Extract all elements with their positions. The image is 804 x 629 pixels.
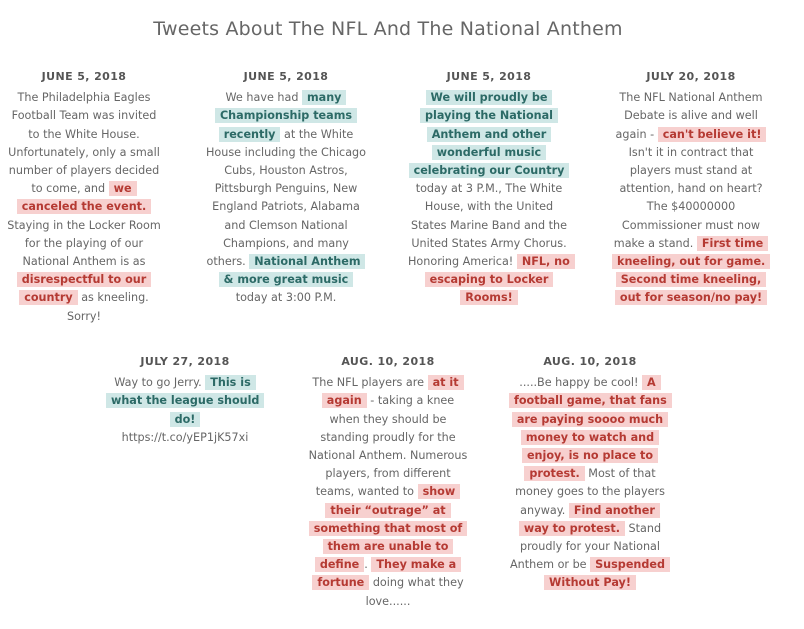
- tweet-text-segment: We have had: [225, 91, 302, 105]
- tweet-text-segment: Isn't it in contract that players must stand at attention, hand on heart? The $40000000 Commissioner must now make a stand.: [613, 145, 763, 250]
- highlight-red: Suspended Without Pay!: [544, 557, 670, 590]
- tweet-card: [206, 68, 366, 308]
- tweet-text: [612, 89, 770, 307]
- tweet-card: [612, 68, 770, 308]
- highlight-green: We will proudly be playing the National Anthem and other wonderful music celebrating our Country: [409, 90, 570, 178]
- highlight-red: can't believe it!: [658, 127, 767, 142]
- tweet-text-segment: The NFL National Anthem Debate is alive and well again -: [615, 91, 763, 141]
- tweet-card: [106, 353, 264, 447]
- tweet-text-segment: today at 3 P.M., The White House, with the United States Marine Band and the United States Army Chorus. Honoring America!: [408, 182, 567, 269]
- tweet-date: AUG. 10, 2018: [543, 355, 637, 368]
- highlight-green: National Anthem & more great music: [219, 254, 366, 287]
- highlight-red: at it again: [322, 375, 464, 408]
- tweet-text-segment: Stand proudly for your National Anthem or be: [510, 521, 662, 572]
- tweet-text-segment: - taking a knee when they should be standing proudly for the National Anthem. Numerous players, from different teams, wanted to: [308, 394, 468, 499]
- tweet-date: JULY 27, 2018: [140, 355, 230, 368]
- highlight-red: First time kneeling, out for game. Second time kneeling, out for season/no pay!: [612, 236, 770, 306]
- tweet-date: JUNE 5, 2018: [446, 70, 532, 83]
- tweet-text-segment: The NFL players are: [312, 376, 428, 390]
- page-title: Tweets About The NFL And The National Anthem: [153, 18, 623, 40]
- tweet-card: [408, 68, 570, 308]
- tweet-text-segment: The Philadelphia Eagles Football Team was invited to the White House. Unfortunately, only a small number of players decided to come, and: [8, 91, 160, 196]
- tweet-text-segment: at the White House including the Chicago Cubs, Houston Astros, Pittsburgh Penguins, New England Patriots, Alabama and Clemson National Champions, and many others.: [206, 127, 367, 269]
- highlight-red: disrespectful to our country: [17, 272, 152, 305]
- tweet-text-segment: Most of that money goes to the players anyway.: [515, 467, 665, 517]
- tweet-text-segment: Way to go Jerry.: [114, 376, 206, 390]
- tweet-text-segment: as kneeling. Sorry!: [66, 291, 149, 323]
- tweet-card: [307, 353, 469, 611]
- tweet-text-segment: Staying in the Locker Room for the playing of our National Anthem is as: [7, 218, 161, 269]
- highlight-red: NFL, no escaping to Locker Rooms!: [425, 254, 575, 305]
- tweet-text-segment: .: [364, 558, 372, 572]
- tweet-text-segment: doing what they love......: [365, 576, 464, 608]
- highlight-red: A football game, that fans are paying soooo much money to watch and enjoy, is no place to protest.: [509, 375, 672, 481]
- tweet-card: [6, 68, 162, 326]
- tweet-text-segment: .....Be happy be cool!: [519, 376, 643, 390]
- highlight-green: This is what the league should do!: [106, 375, 264, 426]
- highlight-green: many Championship teams recently: [215, 90, 357, 141]
- highlight-red: Find another way to protest.: [519, 503, 660, 536]
- tweet-date: JUNE 5, 2018: [41, 70, 127, 83]
- highlight-red: show their “outrage” at something that most of them are unable to define: [309, 484, 468, 572]
- highlight-red: They make a fortune: [312, 557, 461, 590]
- tweet-date: JUNE 5, 2018: [243, 70, 329, 83]
- tweet-text-segment: today at 3:00 P.M.: [235, 291, 337, 305]
- tweet-text: [307, 374, 469, 611]
- highlight-red: we canceled the event.: [17, 181, 152, 214]
- tweet-text-segment: https://t.co/yEP1jK57xi: [121, 430, 249, 444]
- tweet-date: AUG. 10, 2018: [341, 355, 435, 368]
- tweet-card: [509, 353, 671, 593]
- tweet-text: [408, 89, 570, 307]
- tweet-text: [6, 89, 162, 326]
- tweet-date: JULY 20, 2018: [646, 70, 736, 83]
- tweet-text: [206, 89, 366, 307]
- tweet-text: [106, 374, 264, 447]
- tweet-text: [509, 374, 671, 592]
